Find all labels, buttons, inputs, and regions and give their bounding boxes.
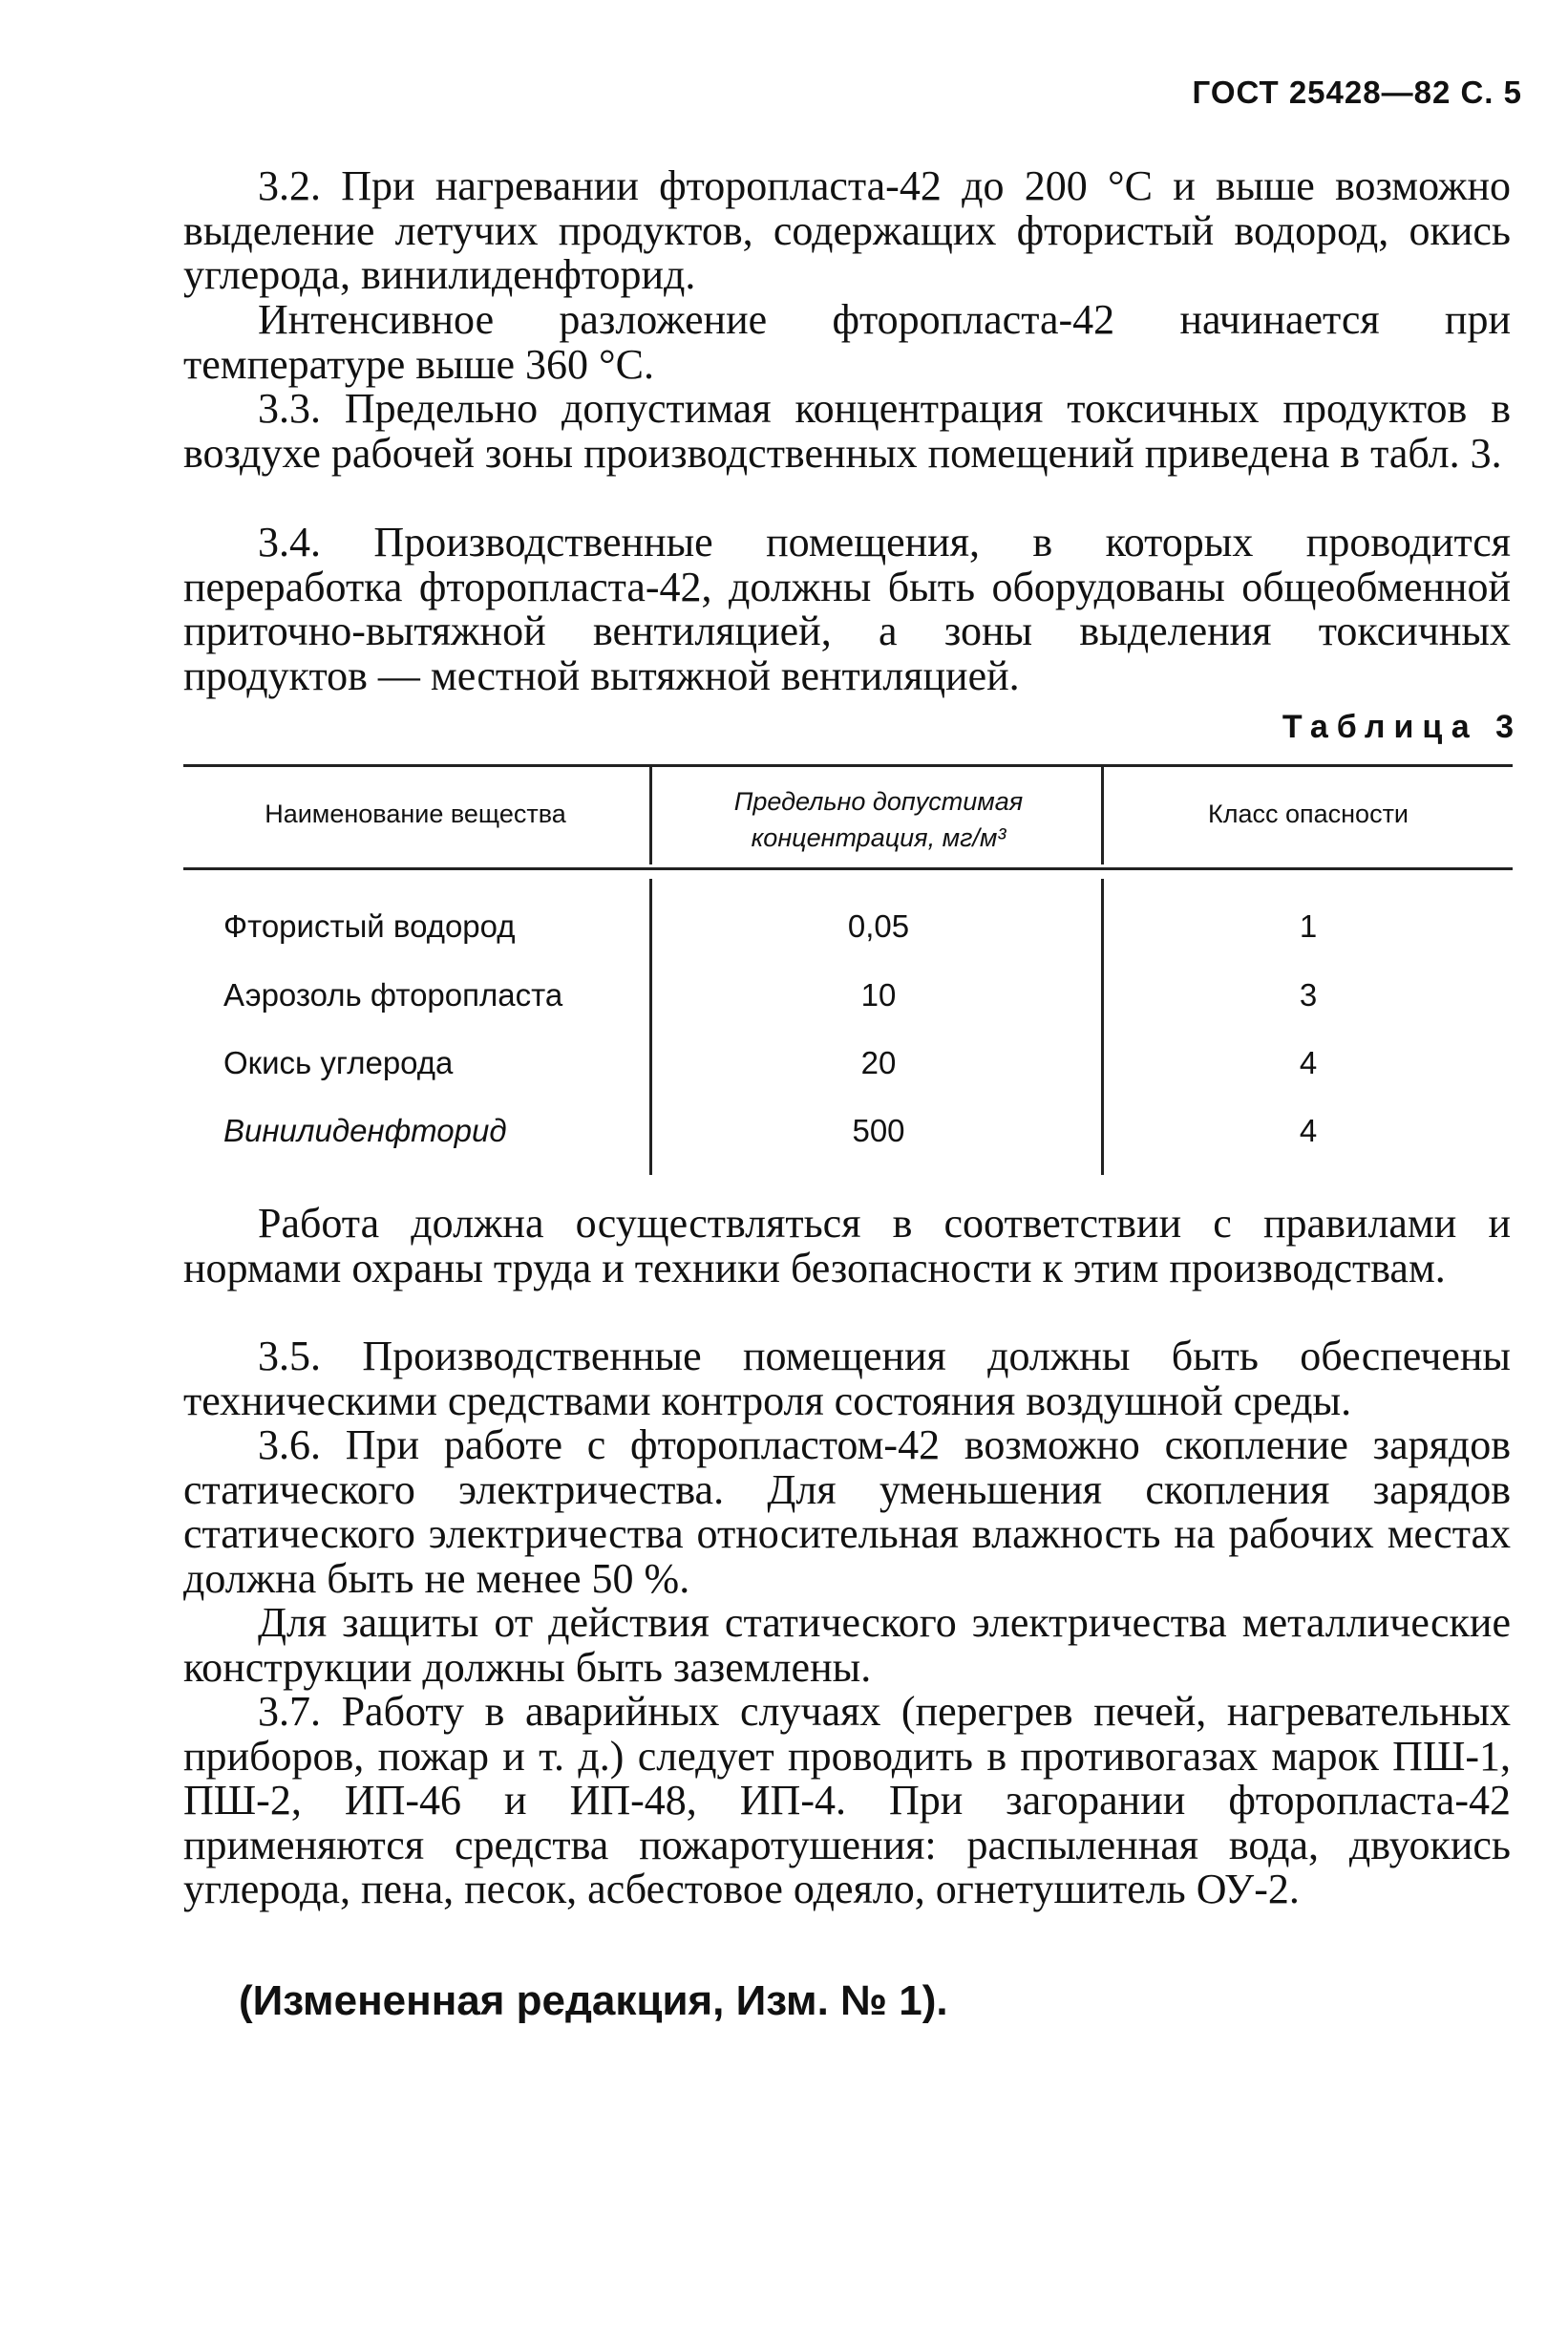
cell-concentration: 10 (860, 977, 897, 1013)
column-header-hazard-class: Класс опасности (1207, 800, 1409, 828)
paragraph-3-7: 3.7. Работу в аварийных случаях (перегрев печей, нагревательных приборов, пожар и т. д.) следует проводить в противогазах марок ПШ-1, ПШ-2, ИП-46 и ИП-48, ИП-4. При загорании фторопласта-42 применяются средства пожаротушения: распыленная вода, двуокись углерода, пена, песок, асбестовое одеяло, огнетушитель ОУ-2. (183, 1688, 1511, 1912)
cell-name: Фтористый водород (223, 908, 516, 944)
cell-hazard-class: 4 (1299, 1113, 1318, 1148)
cell-concentration: 20 (860, 1045, 897, 1080)
cell-name: Винилиденфторид (223, 1113, 507, 1148)
column-header-name: Наименование вещества (265, 800, 566, 828)
table-body-divider-2 (1101, 879, 1104, 1175)
paragraph-grounding: Для защиты от действия статического электричества металлические конструкции должны быть заземлены. (183, 1599, 1511, 1691)
paragraph-compliance: Работа должна осуществляться в соответствии с правилами и нормами охраны труда и техники безопасности к этим производствам. (183, 1200, 1511, 1291)
cell-hazard-class: 1 (1299, 908, 1318, 944)
amendment-note: (Измененная редакция, Изм. № 1). (239, 1977, 948, 2024)
table-header-divider-1 (649, 767, 652, 864)
table-header-rule (183, 867, 1513, 870)
paragraph-3-6: 3.6. При работе с фторопластом-42 возможно скопление зарядов статического электричества. Для уменьшения скопления зарядов статического электричества относительная влажность на рабочих местах должна быть не менее 50 %. (183, 1421, 1511, 1602)
table-top-rule (183, 764, 1513, 767)
cell-name: Окись углерода (223, 1045, 454, 1080)
cell-hazard-class: 4 (1299, 1045, 1318, 1080)
table-title: Таблица 3 (1282, 709, 1522, 745)
paragraph-3-4: 3.4. Производственные помещения, в которых проводится переработка фторопласта-42, должны быть оборудованы общеобменной приточно-вытяжной вентиляцией, а зоны выделения токсичных продуктов — местной вытяжной вентиляцией. (183, 519, 1511, 699)
table-body-divider-1 (649, 879, 652, 1175)
paragraph-3-2: 3.2. При нагревании фторопласта-42 до 200 °С и выше возможно выделение летучих продуктов, содержащих фтористый водород, окись углерода, винилиденфторид. (183, 162, 1511, 298)
paragraph-3-5: 3.5. Производственные помещения должны быть обеспечены техническими средствами контроля состояния воздушной среды. (183, 1333, 1511, 1424)
cell-name: Аэрозоль фторопласта (223, 977, 563, 1013)
cell-concentration: 0,05 (847, 908, 910, 944)
cell-hazard-class: 3 (1299, 977, 1318, 1013)
paragraph-decomposition: Интенсивное разложение фторопласта-42 начинается при температуре выше 360 °С. (183, 296, 1511, 388)
running-title: ГОСТ 25428—82 С. 5 (1192, 75, 1522, 110)
cell-concentration: 500 (852, 1113, 905, 1148)
table-header-divider-2 (1101, 767, 1104, 864)
column-header-concentration: Предельно допустимая концентрация, мг/м³ (733, 787, 1024, 852)
paragraph-3-3: 3.3. Предельно допустимая концентрация токсичных продуктов в воздухе рабочей зоны производственных помещений приведена в табл. 3. (183, 385, 1511, 477)
